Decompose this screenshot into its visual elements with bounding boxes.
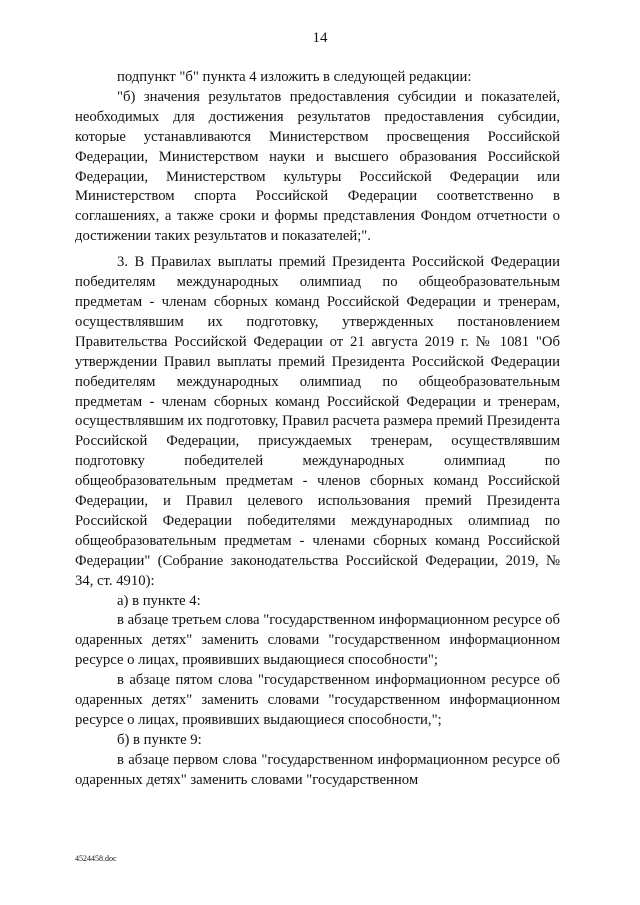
paragraph-subitem-b: б) в пункте 9: bbox=[117, 731, 202, 748]
paragraph-subitem-a: а) в пункте 4: bbox=[117, 592, 201, 609]
paragraph-quoted-subitem: "б) значения результатов предоставления субсидии и показателей, необходимых для достижения результатов предоставления субсидии, которые устанавливаются Министерством просвещения Российской Федерации, Министерством науки и высшего образования Российской Федерации, Министерством культуры Российской Федерации или Министерством спорта Российской Федерации соответственно в соглашениях, а также сроки и формы представления Фондом отчетности о достижении таких результатов и показателей;". bbox=[75, 88, 560, 245]
paragraph-abzac-1: в абзаце первом слова "государственном информационном ресурсе об одаренных детях" заменить словами "государственном bbox=[75, 751, 560, 788]
document-file-id: 4524458.doc bbox=[75, 854, 117, 863]
paragraph-abzac-5: в абзаце пятом слова "государственном информационном ресурсе об одаренных детях" заменить словами "государственном информационном ресурсе о лицах, проявивших выдающиеся способности,"; bbox=[75, 672, 560, 728]
document-body bbox=[75, 68, 560, 791]
paragraph-abzac-3: в абзаце третьем слова "государственном информационном ресурсе об одаренных детях" заменить словами "государственном информационном ресурсе о лицах, проявивших выдающиеся способности"; bbox=[75, 612, 560, 669]
paragraph-intro: подпункт "б" пункта 4 изложить в следующей редакции: bbox=[117, 69, 472, 85]
paragraph-item-3: 3. В Правилах выплаты премий Президента Российской Федерации победителям международных олимпиад по общеобразовательным предметам - членам сборных команд Российской Федерации и тренерам, осуществлявшим их подготовку, утвержденных постановлением Правительства Российской Федерации от 21 августа 2019 г. № 1081 "Об утверждении Правил выплаты премий Президента Российской Федерации победителям международных олимпиад по общеобразовательным предметам - членам сборных команд Российской Федерации и тренерам, осуществлявшим их подготовку, Правил расчета размера премий Президента Российской Федерации, присуждаемых тренерам, осуществлявшим подготовку победителей международных олимпиад по общеобразовательным предметам - членов сборных команд Российской Федерации, и Правил целевого использования премий Президента Российской Федерации победителями международных олимпиад по общеобразовательным предметам - членами сборных команд Российской Федерации" (Собрание законодательства Российской Федерации, 2019, № 34, ст. 4910): bbox=[75, 254, 560, 589]
page-number: 14 bbox=[312, 30, 328, 46]
